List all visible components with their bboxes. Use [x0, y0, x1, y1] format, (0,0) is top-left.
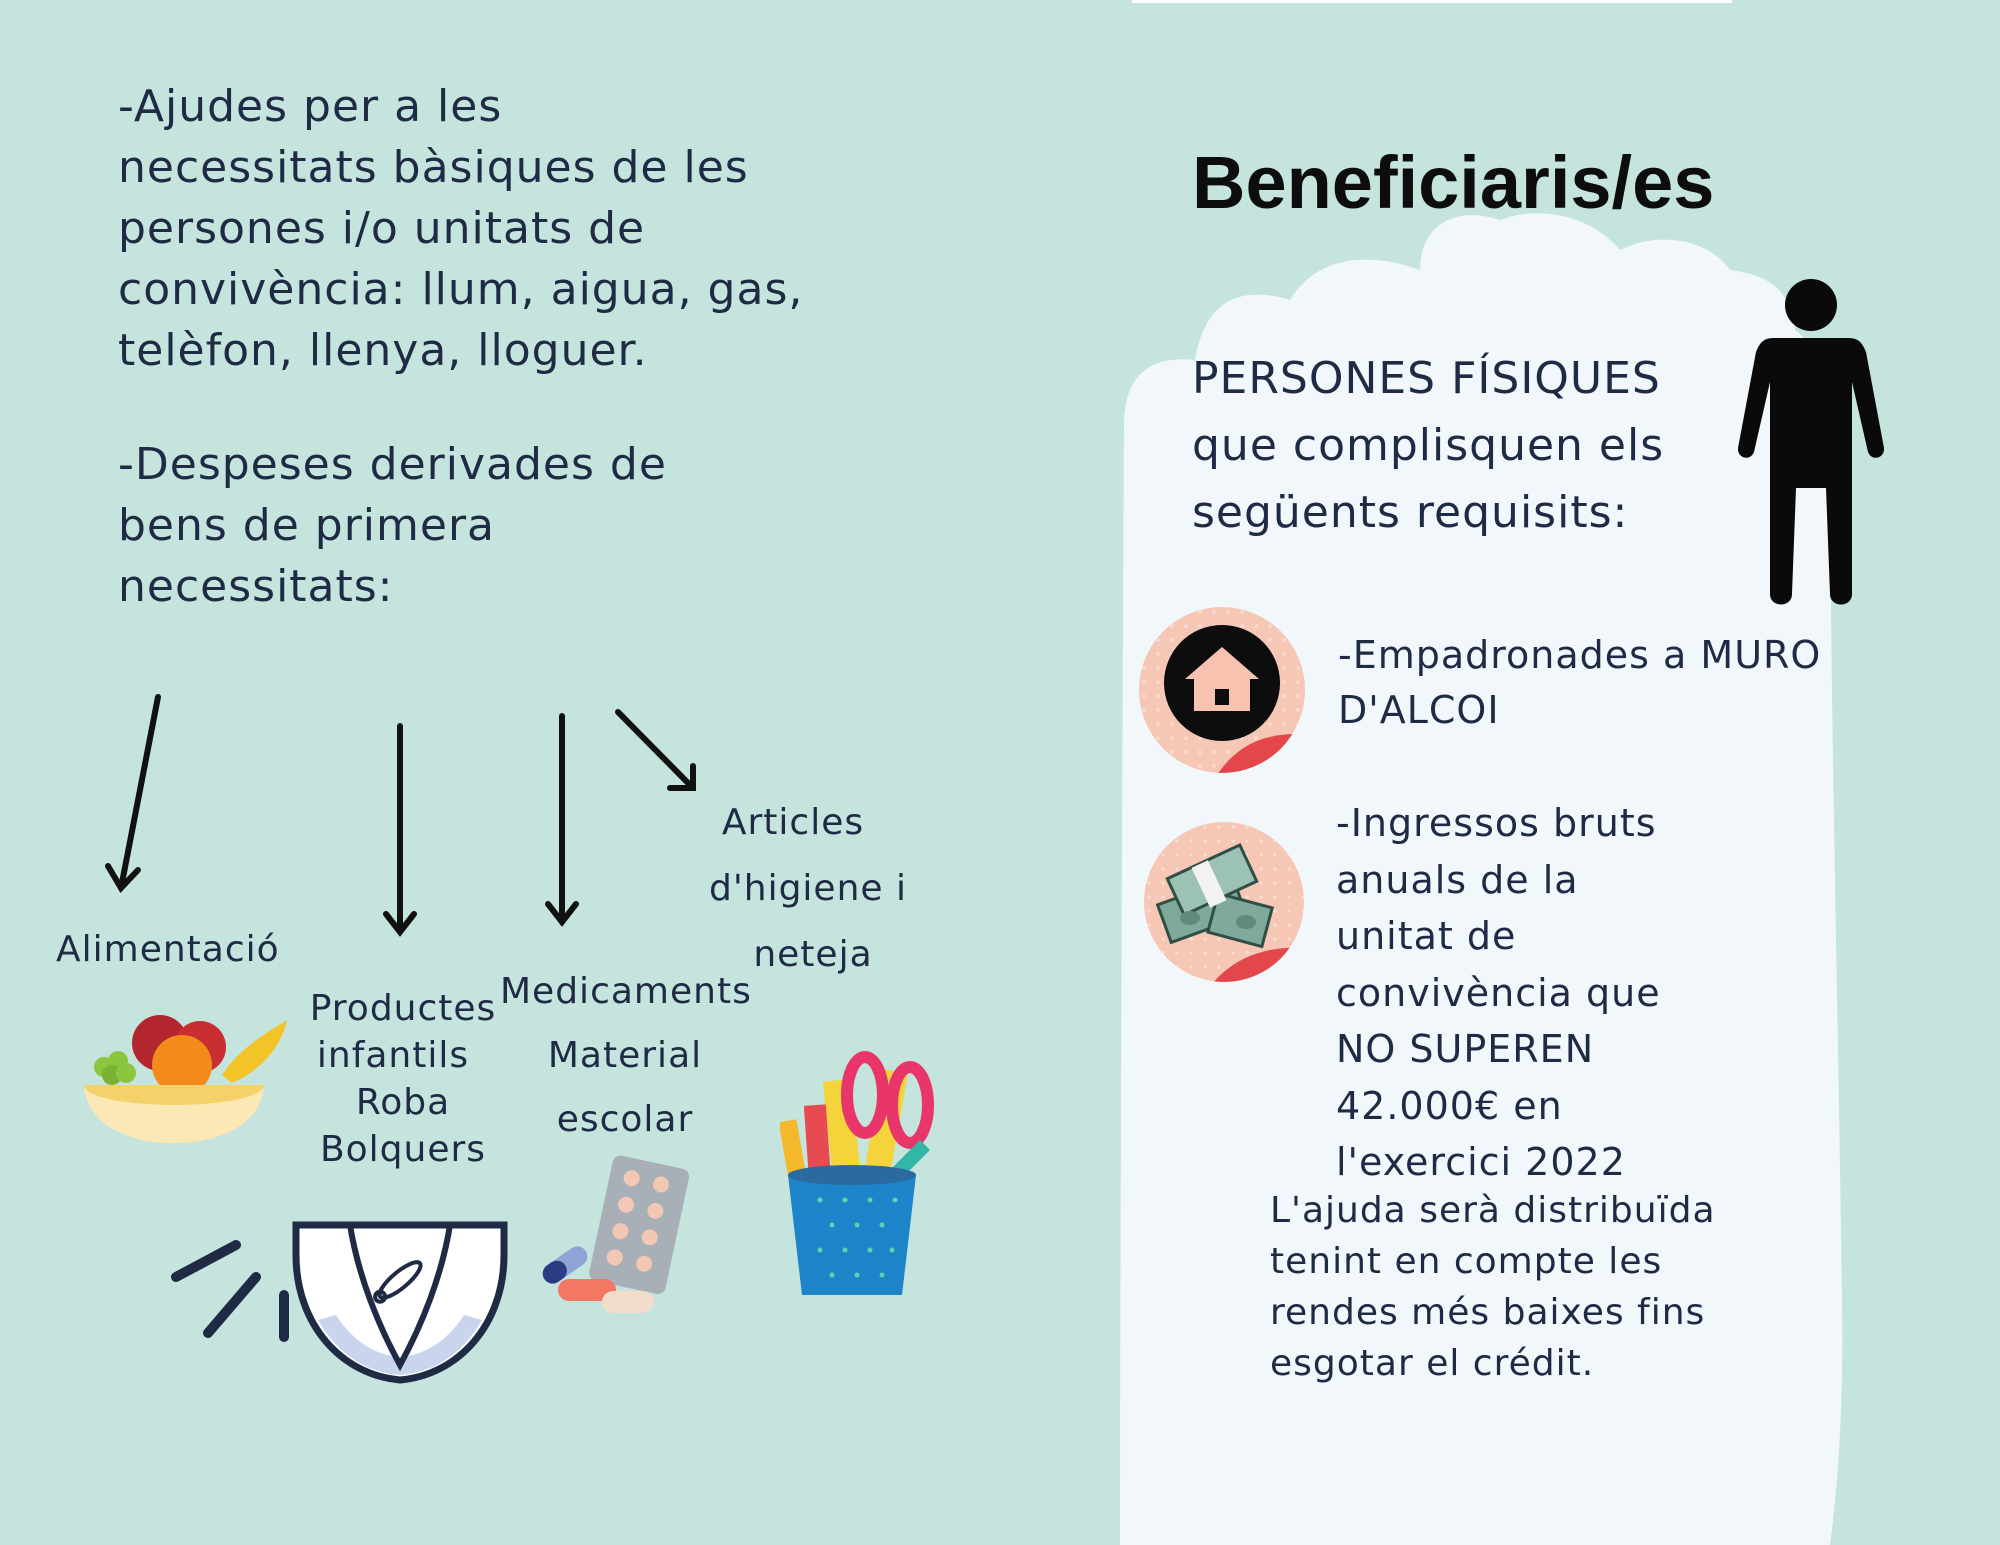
arrow-icon	[386, 726, 414, 932]
requirement-line: l'exercici 2022	[1336, 1140, 1626, 1184]
category-label: Material	[547, 1035, 703, 1076]
note-line: rendes més baixes fins	[1270, 1292, 1706, 1333]
requirement-residency	[1338, 628, 1821, 738]
paragraph-line: convivència: llum, aigua, gas,	[118, 264, 804, 315]
fruit-bowl-icon	[82, 1005, 292, 1145]
paragraph-line: necessitats:	[118, 561, 394, 612]
category-label: Roba	[355, 1082, 451, 1123]
category-label: Medicaments	[500, 971, 752, 1012]
category-label: Articles	[721, 802, 865, 843]
paragraph-line: bens de primera	[118, 500, 496, 551]
paragraph-line: -Despeses derivades de	[118, 439, 667, 490]
requirement-line: unitat de	[1336, 914, 1517, 958]
note-line: L'ajuda serà distribuïda	[1270, 1190, 1716, 1231]
intro-line: que complisquen els	[1192, 420, 1665, 471]
category-label: d'higiene i	[709, 868, 907, 909]
diaper-icon	[168, 1215, 513, 1385]
category-alimentacio	[56, 925, 280, 975]
paragraph-line: persones i/o unitats de	[118, 203, 646, 254]
arrow-icon	[548, 716, 576, 922]
paragraph-line: necessitats bàsiques de les	[118, 142, 749, 193]
note-line: tenint en compte les	[1270, 1241, 1663, 1282]
requirement-line: -Empadronades a MURO	[1338, 633, 1822, 677]
pills-icon	[540, 1155, 690, 1315]
category-label: Alimentació	[56, 929, 280, 970]
panel-top-line	[1132, 0, 1732, 3]
requirement-line: -Ingressos bruts	[1336, 801, 1657, 845]
category-articles-higiene	[700, 790, 916, 988]
intro-line: següents requisits:	[1192, 487, 1629, 538]
house-icon	[1137, 605, 1307, 775]
requirement-income	[1336, 795, 1661, 1191]
paragraph-line: telèfon, llenya, lloguer.	[118, 325, 648, 376]
page-title: Beneficiaris/es	[1192, 141, 1715, 224]
intro-line: PERSONES FÍSIQUES	[1192, 353, 1661, 404]
distribution-note	[1270, 1185, 1716, 1389]
person-icon	[1738, 278, 1884, 608]
requirement-line: convivència que	[1336, 970, 1661, 1015]
requirement-line: D'ALCOI	[1338, 688, 1500, 732]
money-icon	[1142, 820, 1306, 984]
requirement-line: 42.000€ en	[1336, 1083, 1563, 1128]
pencil-cup-icon	[780, 1050, 950, 1300]
category-medicaments	[500, 960, 750, 1152]
requirement-line: NO SUPEREN	[1336, 1027, 1595, 1071]
arrow-icon	[108, 697, 158, 888]
arrow-icon	[618, 712, 693, 788]
category-label: infantils	[316, 1035, 470, 1076]
requirement-line: anuals de la	[1336, 857, 1579, 902]
paragraph-line: -Ajudes per a les	[118, 81, 503, 132]
category-label: neteja	[753, 934, 873, 975]
category-label: Bolquers	[319, 1129, 487, 1170]
category-label: escolar	[556, 1099, 694, 1140]
beneficiaries-intro	[1192, 345, 1664, 546]
category-productes-infantils	[296, 985, 510, 1173]
category-label: Productes	[309, 988, 497, 1029]
note-line: esgotar el crédit.	[1270, 1343, 1595, 1384]
